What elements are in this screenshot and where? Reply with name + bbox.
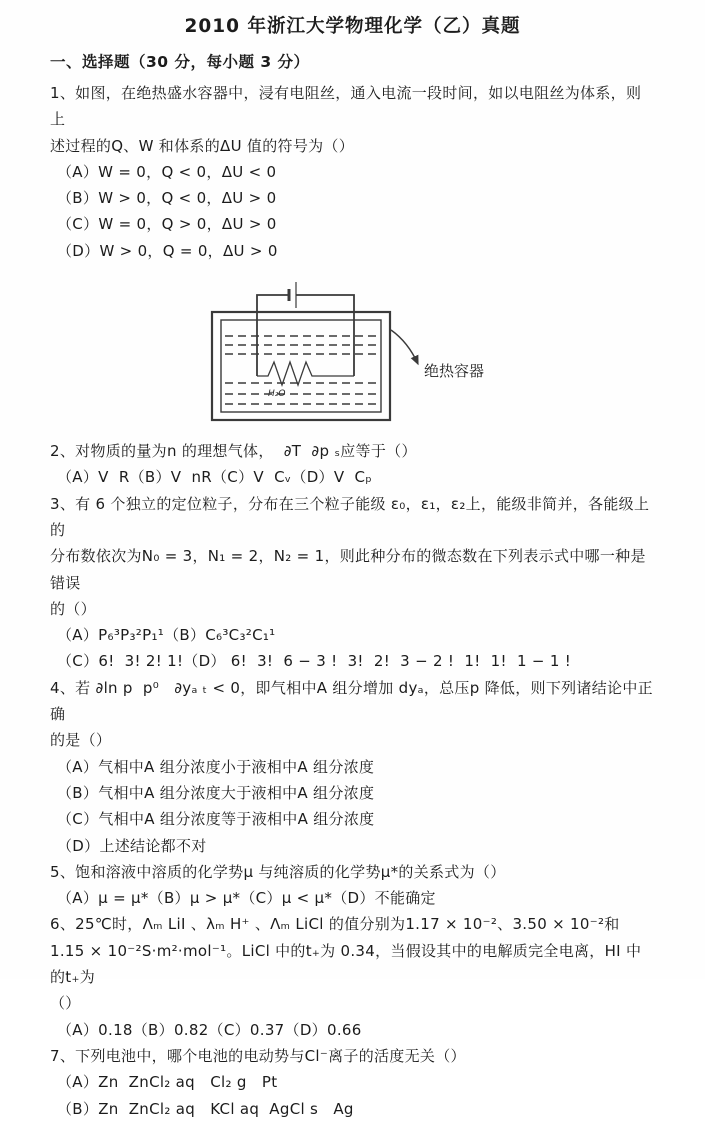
question-6-options: （A）0.18（B）0.82（C）0.37（D）0.66: [57, 1020, 362, 1039]
question-1-option-c: （C）W = 0，Q > 0，ΔU > 0: [57, 215, 277, 234]
question-7-option-a: （A）Zn ZnCl₂ aq Cl₂ g Pt: [57, 1073, 278, 1092]
question-4-stem-line-1: 4、若 ∂ln p p⁰ ∂yₐ ₜ < 0，即气相中A 组分增加 dyₐ，总压p 降低，则下列诸结论中正确: [50, 678, 653, 724]
question-3-stem-line-3: 的（）: [50, 599, 96, 618]
question-5: [50, 859, 655, 912]
container-inner-wall: [221, 320, 381, 412]
page-title: 2010 年浙江大学物理化学（乙）真题: [184, 16, 521, 37]
question-3-stem-line-2: 分布数依次为N₀ = 3，N₁ = 2，N₂ = 1，则此种分布的微态数在下列表示式中哪一种是错误: [50, 547, 646, 592]
callout-arrow: [391, 330, 418, 364]
question-7-stem-line-1: 7、下列电池中，哪个电池的电动势与Cl⁻离子的活度无关（）: [50, 1046, 466, 1065]
question-1: [50, 80, 655, 264]
question-4-option-c: （C）气相中A 组分浓度等于液相中A 组分浓度: [57, 810, 375, 829]
question-1-option-b: （B）W > 0，Q < 0，ΔU > 0: [57, 189, 277, 208]
question-1-stem-line-2: 述过程的Q、W 和体系的ΔU 值的符号为（）: [50, 136, 355, 155]
question-7: [50, 1043, 655, 1122]
container-callout-label: 绝热容器: [424, 362, 485, 381]
question-4-option-a: （A）气相中A 组分浓度小于液相中A 组分浓度: [57, 757, 375, 776]
question-7-option-b: （B）Zn ZnCl₂ aq KCl aq AgCl s Ag: [57, 1099, 354, 1118]
battery-icon: [289, 282, 296, 308]
question-6-stem-line-1: 6、25℃时，Λₘ LiI 、λₘ H⁺ 、Λₘ LiCl 的值分别为1.17 × 10⁻²、3.50 × 10⁻²和: [50, 915, 620, 934]
question-3: [50, 491, 655, 675]
question-6-stem-line-3: （）: [50, 994, 81, 1013]
question-2-options: （A）V R（B）V nR（C）V Cᵥ（D）V Cₚ: [57, 468, 373, 487]
question-3-stem-line-1: 3、有 6 个独立的定位粒子，分布在三个粒子能级 ε₀，ε₁，ε₂上，能级非简并，各能级上的: [50, 494, 650, 539]
question-4-option-b: （B）气相中A 组分浓度大于液相中A 组分浓度: [57, 783, 375, 802]
question-5-options: （A）μ = μ*（B）μ > μ*（C）μ < μ*（D）不能确定: [57, 889, 436, 908]
question-2: [50, 438, 655, 491]
question-4: [50, 675, 655, 859]
question-3-options-cd: （C）6! 3! 2! 1!（D） 6! 3! 6 − 3 ! 3! 2! 3 − 2 ! 1! 1! 1 − 1 !: [57, 652, 572, 671]
section-heading: 一、选择题（30 分，每小题 3 分）: [50, 53, 310, 71]
question-4-option-d: （D）上述结论都不对: [57, 836, 207, 855]
resistor-label: H₂O: [268, 389, 286, 400]
question-1-stem-line-1: 1、如图，在绝热盛水容器中，浸有电阻丝，通入电流一段时间，如以电阻丝为体系，则上: [50, 84, 642, 129]
question-6: [50, 911, 655, 1042]
question-6-stem-line-2: 1.15 × 10⁻²S·m²·mol⁻¹。LiCl 中的t₊为 0.34，当假设其中的电解质完全电离，HI 中的t₊为: [50, 941, 642, 987]
question-1-option-d: （D）W > 0，Q = 0，ΔU > 0: [57, 241, 278, 260]
question-1-option-a: （A）W = 0，Q < 0，ΔU < 0: [57, 162, 277, 181]
question-3-options-ab: （A）P₆³P₃²P₁¹（B）C₆³C₃²C₁¹: [57, 626, 276, 645]
resistor-zigzag: [257, 362, 354, 385]
question-5-stem-line-1: 5、饱和溶液中溶质的化学势μ 与纯溶质的化学势μ*的关系式为（）: [50, 862, 506, 881]
question-1-figure: [210, 280, 500, 428]
question-4-stem-line-2: 的是（）: [50, 731, 112, 750]
adiabatic-container-diagram: [210, 280, 500, 428]
question-2-stem-line-1: 2、对物质的量为n 的理想气体， ∂T ∂p ₛ应等于（）: [50, 442, 417, 461]
